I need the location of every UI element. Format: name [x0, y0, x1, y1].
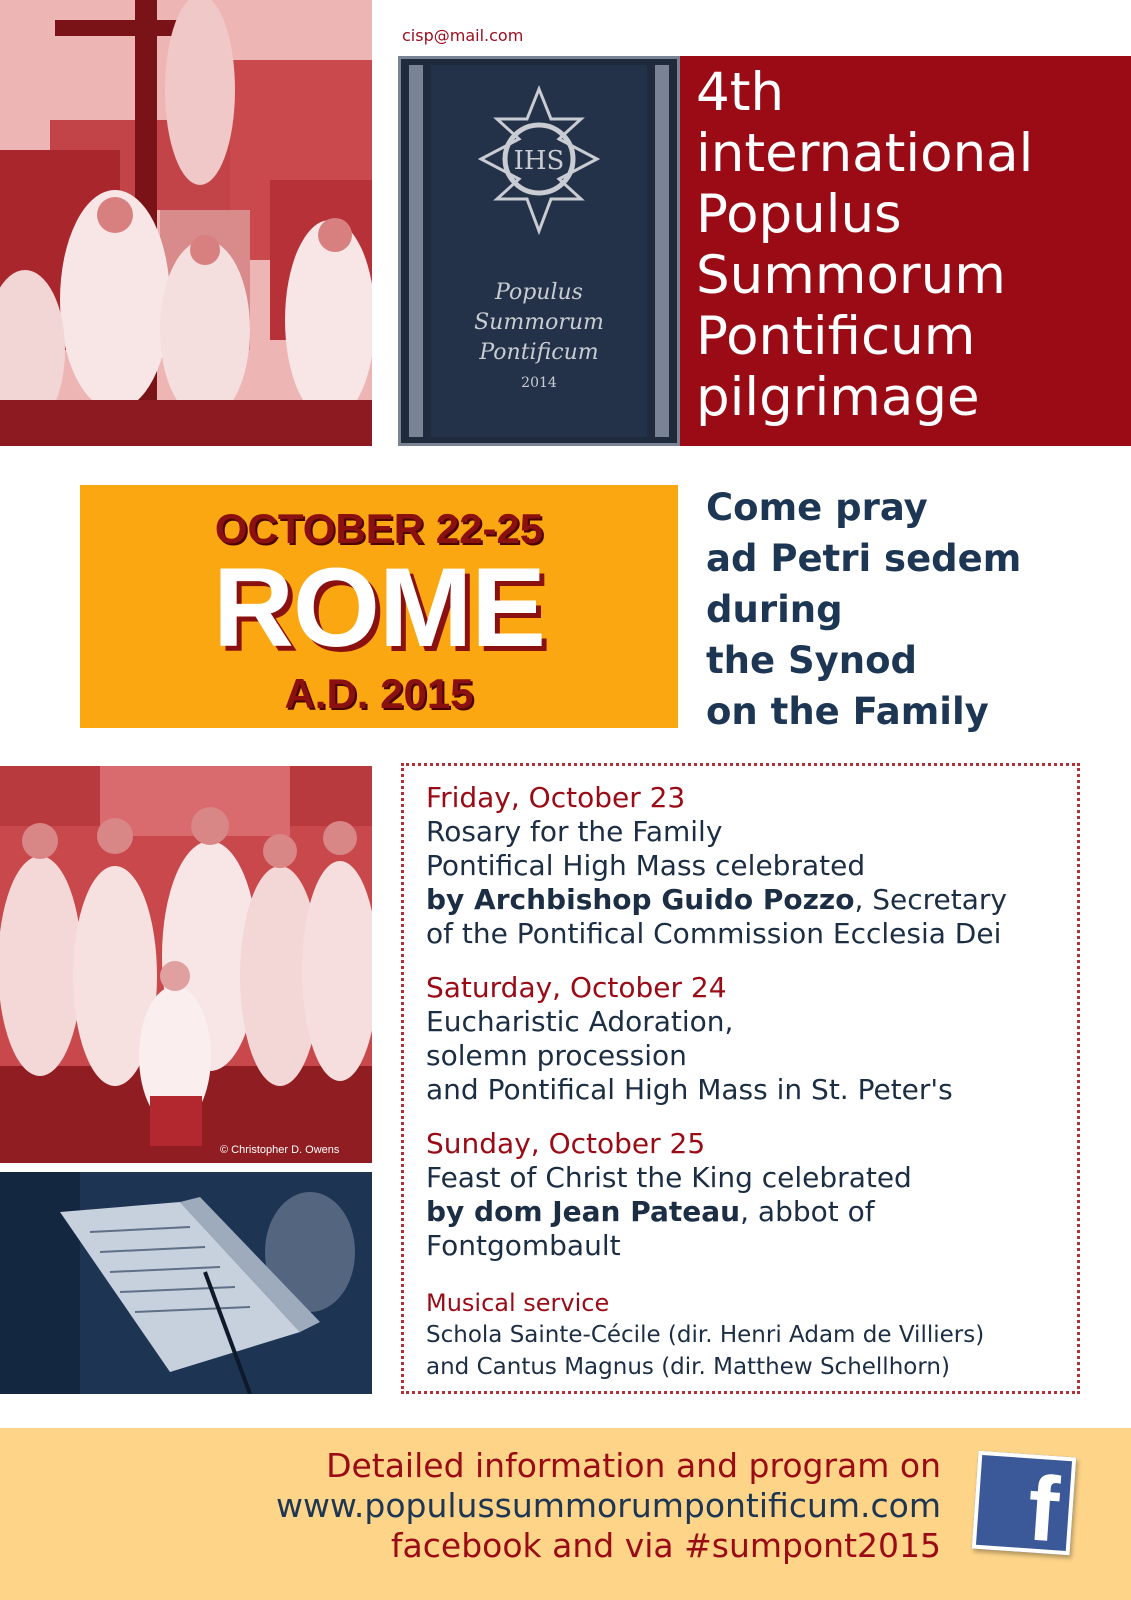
event-dates: OCTOBER 22-25	[214, 505, 544, 552]
celebrant-name: by Archbishop Guido Pozzo	[426, 883, 855, 916]
title-line: international	[696, 123, 1034, 184]
banner-text-year: 2014	[521, 375, 557, 391]
schedule-line: Fontgombault	[426, 1229, 621, 1262]
schedule-line: Pontifical High Mass celebrated	[426, 849, 866, 882]
schedule-line	[426, 1195, 1066, 1229]
schedule-day-friday	[426, 781, 1066, 951]
schedule-day-sunday	[426, 1127, 1066, 1263]
event-year: A.D. 2015	[284, 670, 474, 717]
title-line: pilgrimage	[696, 367, 980, 428]
tagline-line: ad Petri sedem	[706, 537, 1022, 580]
tagline-line: on the Family	[706, 690, 989, 733]
celebrant-role: , abbot of	[740, 1195, 875, 1228]
celebrant-name: by dom Jean Pateau	[426, 1195, 741, 1228]
title-line: Pontificum	[696, 306, 976, 367]
musical-service-heading: Musical service	[426, 1289, 610, 1317]
tagline-line: during	[706, 588, 843, 631]
celebrant-role: , Secretary	[854, 883, 1007, 916]
schedule-day-heading: Sunday, October 25	[426, 1127, 706, 1160]
facebook-icon[interactable]	[972, 1451, 1077, 1562]
website-link[interactable]: www.populussummorumpontificum.com	[275, 1486, 941, 1525]
pilgrimage-title	[696, 62, 1033, 428]
schedule-day-heading: Friday, October 23	[426, 781, 686, 814]
schedule-line: and Pontifical High Mass in St. Peter's	[426, 1073, 953, 1106]
schedule-line: solemn procession	[426, 1039, 687, 1072]
schedule-line: Feast of Christ the King celebrated	[426, 1161, 912, 1194]
footer-info-line: Detailed information and program on	[326, 1446, 941, 1485]
pilgrimage-title-box	[680, 56, 1131, 446]
schedule-day-saturday	[426, 971, 1066, 1107]
musical-service-line: Schola Sainte-Cécile (dir. Henri Adam de Villiers)	[426, 1322, 985, 1348]
procession-photo	[0, 0, 372, 446]
schedule-line: of the Pontifical Commission Ecclesia Dei	[426, 917, 1002, 950]
schedule-box	[401, 763, 1080, 1394]
schedule-list	[426, 781, 1066, 1383]
schedule-day-heading: Saturday, October 24	[426, 971, 727, 1004]
tagline-line: the Synod	[706, 639, 918, 682]
banner-text-populus: Populus	[495, 280, 583, 305]
sheet-music-photo	[0, 1172, 372, 1394]
tagline-line: Come pray	[706, 486, 928, 529]
pilgrimage-banner-image	[398, 56, 680, 446]
footer-info	[0, 1428, 1131, 1600]
schedule-line: Eucharistic Adoration,	[426, 1005, 734, 1038]
photo-credit: © Christopher D. Owens	[220, 1144, 340, 1156]
event-date-box	[80, 485, 678, 728]
musical-service	[426, 1287, 1066, 1383]
title-line: Summorum	[696, 245, 1006, 306]
altar-servers-photo	[0, 766, 372, 1163]
banner-text-pontificum: Pontificum	[479, 340, 599, 365]
footer-social-line: facebook and via #sumpont2015	[390, 1526, 941, 1565]
schedule-line	[426, 883, 1066, 917]
banner-text-summorum: Summorum	[474, 310, 604, 335]
facebook-glyph: f	[1024, 1457, 1063, 1562]
title-line: 4th	[696, 62, 785, 123]
contact-email[interactable]: cisp@mail.com	[402, 26, 524, 45]
svg-text:IHS: IHS	[513, 146, 565, 176]
musical-service-line: and Cantus Magnus (dir. Matthew Schellhorn)	[426, 1354, 950, 1380]
event-city: ROME	[213, 545, 545, 670]
tagline	[706, 482, 1021, 737]
schedule-line: Rosary for the Family	[426, 815, 723, 848]
title-line: Populus	[696, 184, 902, 245]
